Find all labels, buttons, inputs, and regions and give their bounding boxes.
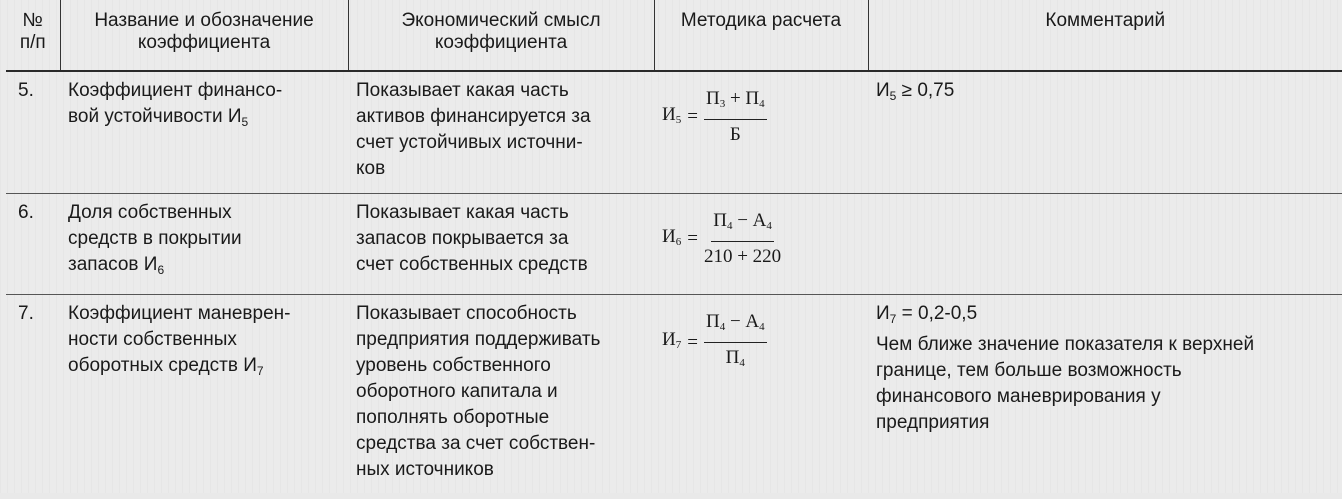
header-name: Название и обозначение коэффициента bbox=[60, 0, 348, 71]
coefficient-meaning: Показывает способность предприятия поддерживать уровень собственного оборотного капитала и пополнять оборотные средства за счет собствен- ных источников bbox=[348, 295, 654, 499]
coefficient-comment: $И_7 = 0,2-0,5$ Чем ближе значение показателя к верхней границе, тем больше возможность финансового маневрирования у предприятия bbox=[868, 295, 1342, 499]
table-row bbox=[6, 295, 1342, 499]
coefficient-meaning: Показывает какая часть запасов покрывается за счет собственных средств bbox=[348, 194, 654, 295]
header-comment: Комментарий bbox=[868, 0, 1342, 71]
table-row bbox=[6, 71, 1342, 194]
coefficient-name: Коэффициент финансо- вой устойчивости $И_5$ bbox=[60, 71, 348, 194]
header-method: Методика расчета bbox=[654, 0, 868, 71]
header-number: № п/п bbox=[6, 0, 60, 71]
calculation-formula: $И_7$ = $П_4 - А_4$ $П_4$ bbox=[654, 295, 868, 499]
coefficients-table bbox=[6, 0, 1342, 499]
coefficient-name: Коэффициент маневрен- ности собственных оборотных средств $И_7$ bbox=[60, 295, 348, 499]
header-meaning: Экономический смысл коэффициента bbox=[348, 0, 654, 71]
calculation-formula: $И_6$ = $П_4 - А_4$ 210 + 220 bbox=[654, 194, 868, 295]
row-number: 7. bbox=[6, 295, 60, 499]
coefficient-comment: $И_5 \ge 0,75$ bbox=[868, 71, 1342, 194]
coefficient-comment bbox=[868, 194, 1342, 295]
row-number: 6. bbox=[6, 194, 60, 295]
table-header-row bbox=[6, 0, 1342, 71]
coefficient-name: Доля собственных средств в покрытии запасов $И_6$ bbox=[60, 194, 348, 295]
row-number: 5. bbox=[6, 71, 60, 194]
coefficient-meaning: Показывает какая часть активов финансируется за счет устойчивых источни- ков bbox=[348, 71, 654, 194]
calculation-formula: $И_5$ = $П_3 + П_4$ Б bbox=[654, 71, 868, 194]
table-row bbox=[6, 194, 1342, 295]
